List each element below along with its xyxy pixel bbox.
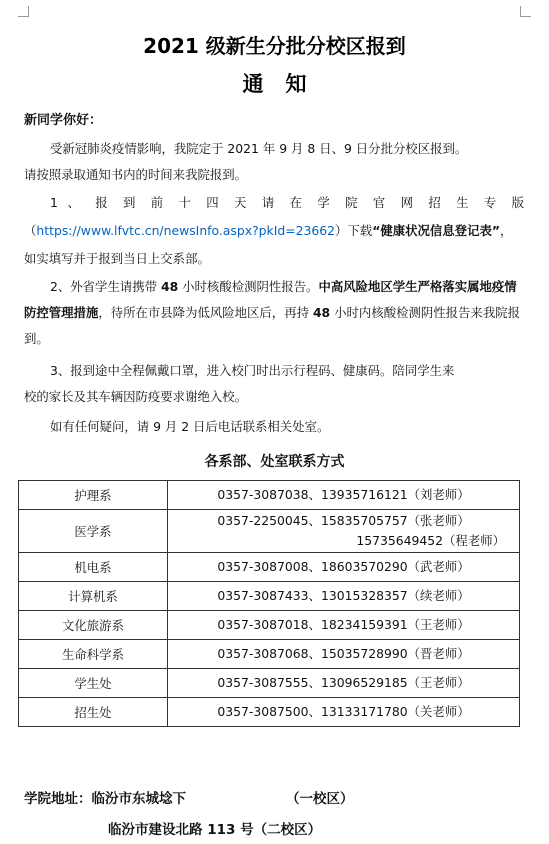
item1-after-link: ）下载 (335, 223, 373, 238)
intro-line-1: 受新冠肺炎疫情影响，我院定于 2021 年 9 月 8 日、9 日分批分校区报到。 (50, 141, 468, 156)
phone-cell: 0357-3087555、13096529185（王老师） (168, 669, 520, 698)
campus-1-tag: （一校区） (286, 791, 354, 807)
item2-part5: 测阴性报告来我院报到。 (24, 305, 520, 346)
campus-2-address: 临汾市建设北路 113 号（二校区） (108, 822, 322, 838)
phone-cell: 0357-3087433、13015328357（续老师） (168, 582, 520, 611)
table-row (19, 640, 520, 669)
phone-cell: 0357-3087018、18234159391（王老师） (168, 611, 520, 640)
table-row (19, 481, 520, 510)
item2-part1: 2、外省学生请携带 (50, 279, 161, 294)
health-form-name: “健康状况信息登记表” (372, 223, 500, 238)
dept-cell: 计算机系 (19, 582, 168, 611)
phone-line-1: 0357-2250045、15835705757（张老师） (217, 513, 470, 528)
greeting: 新同学你好： (24, 113, 103, 128)
item2-hours-a: 48 (160, 279, 179, 294)
item2-bold-2: 属地疫情防控管理措施 (24, 279, 517, 320)
address-label: 学院地址： (24, 791, 92, 807)
paren-open: （ (24, 223, 37, 238)
table-row (19, 582, 520, 611)
item2-hours-b: 48 (312, 305, 331, 320)
phone-cell: 0357-3087500、13133171780（关老师） (168, 698, 520, 727)
intro-line-2: 请按照录取通知书内的时间来我院报到。 (24, 167, 248, 182)
contacts-table (18, 480, 520, 727)
item2-paragraph (24, 274, 524, 352)
health-form-link[interactable]: https://www.lfvtc.cn/newsInfo.aspx?pkId=23662 (36, 223, 336, 238)
item3-line-2: 校的家长及其车辆因防疫要求谢绝入校。 (24, 389, 248, 404)
crop-mark-top-left (18, 6, 29, 17)
dept-cell: 文化旅游系 (19, 611, 168, 640)
item1-line-3: 如实填写并于报到当日上交系部。 (24, 251, 210, 266)
item1-line2-tail: ， (500, 223, 513, 238)
table-row (19, 611, 520, 640)
phone-cell (168, 510, 520, 553)
address-line-1 (24, 787, 186, 807)
table-row (19, 510, 520, 553)
closing-note: 如有任何疑问，请 9 月 2 日后电话联系相关处室。 (50, 419, 330, 434)
item3-line-1: 3、报到途中全程佩戴口罩，进入校门时出示行程码、健康码。陪同学生来 (50, 363, 455, 378)
item2-part3: ，待所在市县降为低风险地区后，再持 (98, 305, 313, 320)
item1-line-2 (24, 218, 524, 244)
item2-bold-1: 中高风险地区学生严格落实 (318, 279, 468, 294)
dept-cell: 招生处 (19, 698, 168, 727)
contacts-title: 各系部、处室联系方式 (204, 454, 345, 470)
phone-cell: 0357-3087008、18603570290（武老师） (168, 553, 520, 582)
phone-cell: 0357-3087038、13935716121（刘老师） (168, 481, 520, 510)
item2-part4: 小时内核酸检 (330, 305, 409, 320)
dept-cell: 学生处 (19, 669, 168, 698)
table-row (19, 698, 520, 727)
crop-mark-top-right (520, 6, 531, 17)
dept-cell: 机电系 (19, 553, 168, 582)
campus-1-address: 临汾市东城埝下 (91, 791, 186, 807)
document-subtitle: 通知 (242, 72, 329, 96)
document-title: 2021 级新生分批分校区报到 (143, 34, 406, 58)
phone-line-2: 15735649452（程老师） (356, 533, 505, 548)
dept-cell: 生命科学系 (19, 640, 168, 669)
table-row (19, 669, 520, 698)
dept-cell: 医学系 (19, 510, 168, 553)
phone-cell: 0357-3087068、15035728990（晋老师） (168, 640, 520, 669)
item1-line-1: 1 、 报 到 前 十 四 天 请 在 学 院 官 网 招 生 专 版 (50, 195, 524, 210)
dept-cell: 护理系 (19, 481, 168, 510)
item2-part2: 小时核酸检测阴性报告。 (178, 279, 319, 294)
table-row (19, 553, 520, 582)
